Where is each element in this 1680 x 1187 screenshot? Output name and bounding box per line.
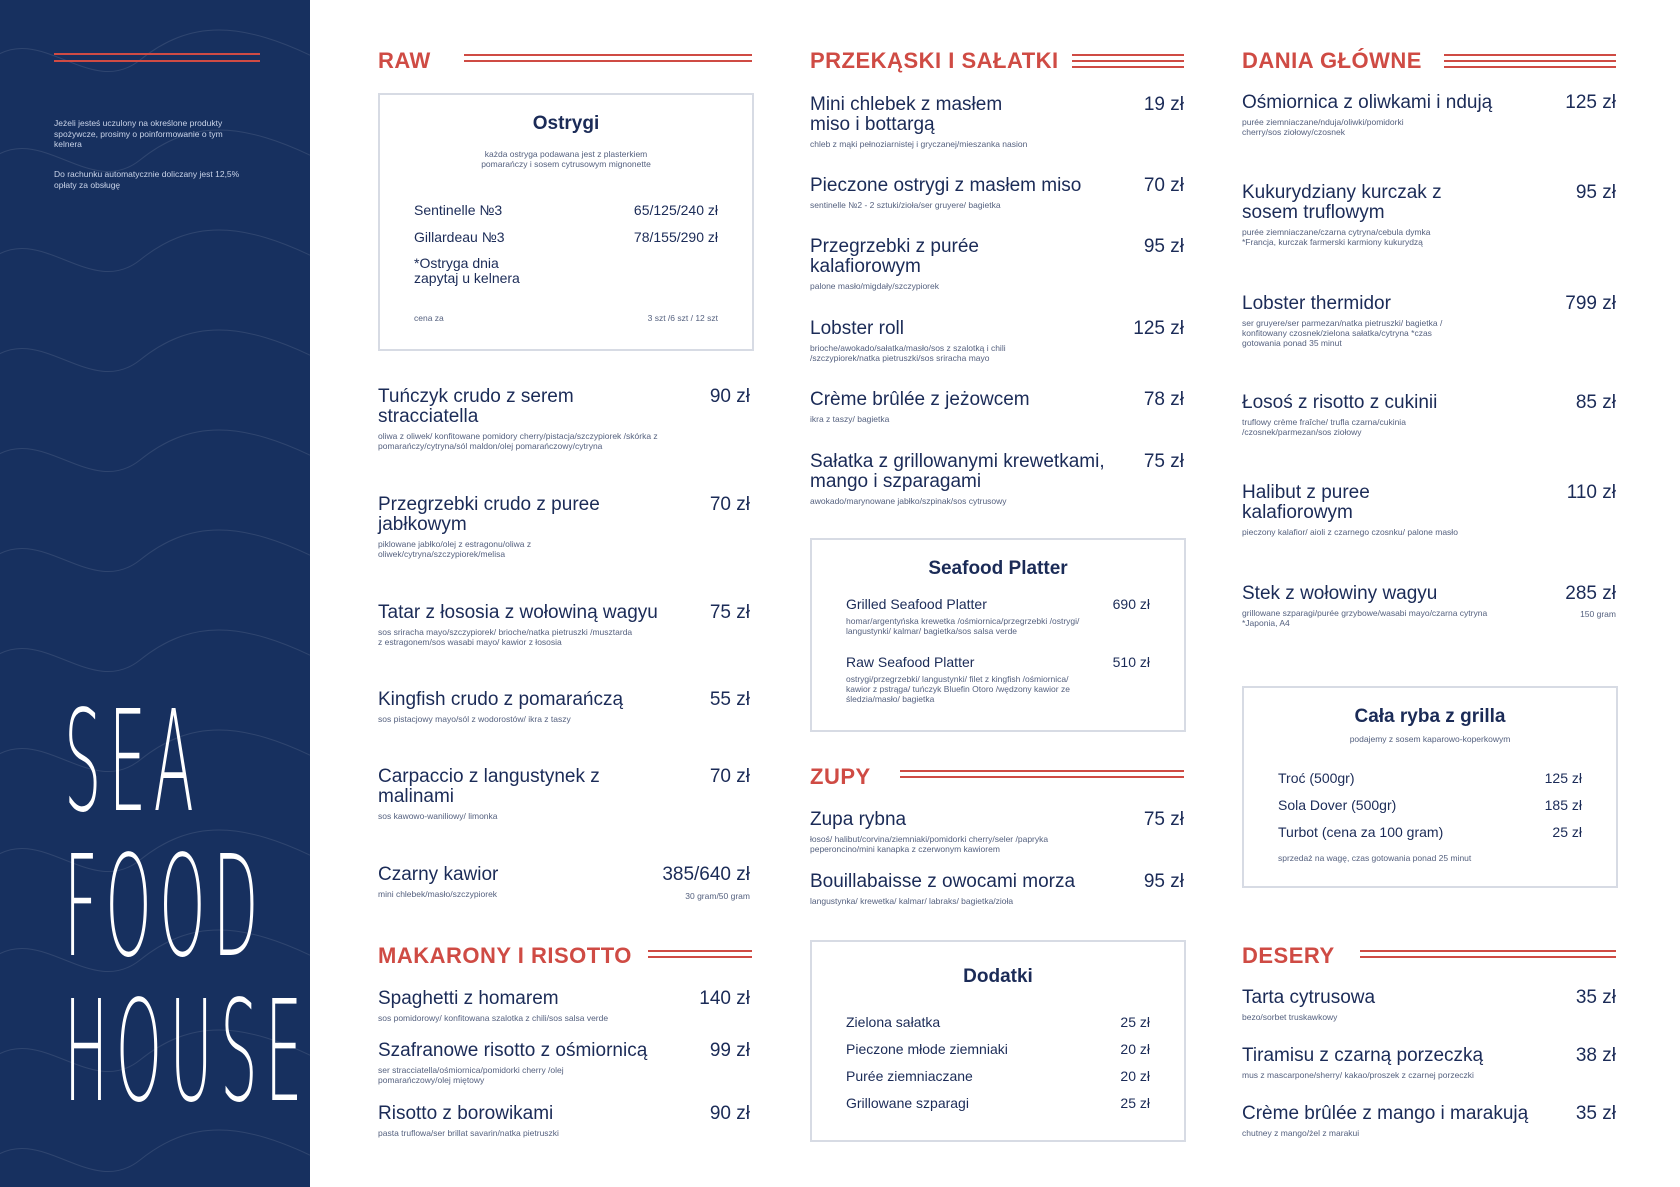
menu-item: Zupa rybna 75 zł łosoś/ halibut/corvina/ziemniaki/pomidorki cherry/seler /papryka peperoncino/mini kanapka z czerwonym kawiorem [810,809,1184,854]
section-rule [1360,950,1616,962]
side-row: Grillowane szparagi 25 zł [846,1095,1150,1111]
fish-note: podajemy z sosem kaparowo-koperkowym [1349,734,1511,744]
menu-item: Crème brûlée z jeżowcem 78 zł ikra z taszy/ bagietka [810,389,1184,424]
section-title-desserts: DESERY [1242,943,1335,968]
service-charge-note: Do rachunku automatycznie doliczany jest 12,5% opłaty za obsługę [54,169,240,190]
section-rule [1444,54,1616,72]
menu-item: Stek z wołowiny wagyu 285 zł grillowane szparagi/purée grzybowe/wasabi mayo/czarna cytryna *Japonia, A4 150 gram [1242,583,1616,628]
menu-item: Kukurydziany kurczak z sosem truflowym 95 zł purée ziemniaczane/czarna cytryna/cebula dymka *Francja, kurczak farmerski karmiony kukurydzą [1242,182,1616,247]
oyster-row: Sentinelle №3 65/125/240 zł [414,202,718,218]
section-title-mains: DANIA GŁÓWNE [1242,48,1422,73]
brand-line-food: FOOD [64,826,266,989]
menu-item: Halibut z puree kalafiorowym 110 zł pieczony kalafior/ aioli z czarnego czosnku/ palone masło [1242,482,1616,537]
item-portion: 150 gram [1580,609,1616,619]
side-row: Zielona sałatka 25 zł [846,1014,1150,1030]
menu-item: Mini chlebek z masłem miso i bottargą 19 zł chleb z mąki pełnoziarnistej i gryczanej/mieszanka nasion [810,94,1184,149]
oysters-price-label: cena za [414,313,444,323]
menu-item: Ośmiornica z oliwkami i ndują 125 zł purée ziemniaczane/nduja/oliwki/pomidorki cherry/sos ziołowy/czosnek [1242,92,1616,137]
oysters-quantities: 3 szt /6 szt / 12 szt [647,313,718,323]
menu-item: Tatar z łososia z wołowiną wagyu 75 zł sos sriracha mayo/szczypiorek/ brioche/natka pietruszki /musztarda z estragonem/sos wasabi mayo/ kawior z łososia [378,602,750,647]
platter-row: Raw Seafood Platter 510 zł ostrygi/przegrzebki/ langustynki/ filet z kingfish /ośmiornica/ kawior z pstrąga/ tuńczyk Bluefin Otoro /wędzony kawior ze śledzia/masło/ bagietka [846,654,1150,704]
fish-footer: sprzedaż na wagę, czas gotowania ponad 25 minut [1278,853,1472,863]
allergy-note: Jeżeli jesteś uczulony na określone produkty spożywcze, prosimy o poinformowanie o tym kelnera [54,118,223,149]
menu-item: Crème brûlée z mango i marakują 35 zł chutney z mango/żel z marakui [1242,1103,1616,1138]
section-rule [464,54,752,66]
side-row: Pieczone młode ziemniaki 20 zł [846,1041,1150,1057]
menu-item: Przegrzebki crudo z puree jabłkowym 70 zł piklowane jabłko/olej z estragonu/oliwa z oliwek/cytryna/szczypiorek/melisa [378,494,750,559]
menu-item: Lobster thermidor 799 zł ser gruyere/ser parmezan/natka pietruszki/ bagietka / konfitowany czosnek/zielona sałatka/cytryna *czas gotowania ponad 35 minut [1242,293,1616,348]
sidebar [0,0,310,1187]
menu-item: Risotto z borowikami 90 zł pasta truflowa/ser brillat savarin/natka pietruszki [378,1103,750,1138]
platter-title: Seafood Platter [928,558,1068,579]
fish-title: Cała ryba z grilla [1354,706,1506,727]
menu-item: Tiramisu z czarną porzeczką 38 zł mus z mascarpone/sherry/ kakao/proszek z czarnej porzeczki [1242,1045,1616,1080]
sides-box [810,940,1186,1142]
item-portion: 30 gram/50 gram [685,891,750,901]
fish-row: Sola Dover (500gr) 185 zł [1278,797,1582,813]
menu-item: Pieczone ostrygi z masłem miso 70 zł sentinelle №2 - 2 sztuki/zioła/ser gruyere/ bagietka [810,175,1184,210]
menu-item: Tuńczyk crudo z serem stracciatella 90 zł oliwa z oliwek/ konfitowane pomidory cherry/pistacja/szczypiorek /skórka z pomarańczy/cytryna/sól maldon/olej pomarańczowy/cytryna [378,386,750,451]
platter-row: Grilled Seafood Platter 690 zł homar/argentyńska krewetka /ośmiornica/przegrzebki /ostrygi/ langustynki/ kalmar/ bagietka/sos salsa verde [846,596,1150,636]
side-row: Purée ziemniaczane 20 zł [846,1068,1150,1084]
menu-item: Czarny kawior 385/640 zł mini chlebek/masło/szczypiorek 30 gram/50 gram [378,864,750,901]
oysters-title: Ostrygi [532,113,600,134]
oysters-box [378,93,754,351]
menu-item: Szafranowe risotto z ośmiornicą 99 zł ser stracciatella/ośmiornica/pomidorki cherry /olej pomarańczowy/olej miętowy [378,1040,750,1085]
section-rule [900,770,1184,782]
oyster-special: *Ostryga dnia zapytaj u kelnera [414,255,520,286]
section-title-raw: RAW [378,48,431,73]
menu-item: Spaghetti z homarem 140 zł sos pomidorowy/ konfitowana szalotka z chili/sos salsa verde [378,988,750,1023]
oyster-row: Gillardeau №3 78/155/290 zł [414,229,718,245]
whole-fish-box [1242,686,1618,888]
fish-row: Turbot (cena za 100 gram) 25 zł [1278,824,1582,840]
section-rule [1072,54,1184,72]
menu-item: Bouillabaisse z owocami morza 95 zł langustynka/ krewetka/ kalmar/ labraks/ bagietka/zioła [810,871,1184,906]
seafood-platter-box [810,538,1186,732]
oysters-note: każda ostryga podawana jest z plasterkiem pomarańczy i sosem cytrusowym mignonette [481,149,651,169]
menu-item: Tarta cytrusowa 35 zł bezo/sorbet truskawkowy [1242,987,1616,1022]
menu-item: Carpaccio z langustynek z malinami 70 zł sos kawowo-waniliowy/ limonka [378,766,750,821]
section-title-starters: PRZEKĄSKI I SAŁATKI [810,48,1059,73]
section-title-pasta: MAKARONY I RISOTTO [378,943,632,968]
section-title-soups: ZUPY [810,764,871,789]
menu-item: Kingfish crudo z pomarańczą 55 zł sos pistacjowy mayo/sól z wodorostów/ ikra z taszy [378,689,750,724]
sides-title: Dodatki [963,966,1033,987]
brand-line-sea: SEA [64,681,202,844]
fish-row: Troć (500gr) 125 zł [1278,770,1582,786]
menu-item: Przegrzebki z purée kalafiorowym 95 zł palone masło/migdały/szczypiorek [810,236,1184,291]
brand-line-house: HOUSE [64,971,310,1134]
section-rule [648,950,752,962]
sidebar-rule [54,53,260,67]
menu-item: Łosoś z risotto z cukinii 85 zł truflowy crème fraîche/ trufla czarna/cukinia /czosnek/parmezan/sos ziołowy [1242,392,1616,437]
menu-item: Sałatka z grillowanymi krewetkami, mango i szparagami 75 zł awokado/marynowane jabłko/szpinak/sos cytrusowy [810,451,1184,506]
menu-item: Lobster roll 125 zł brioche/awokado/sałatka/masło/sos z szalotką i chili /szczypiorek/natka pietruszki/sos sriracha mayo [810,318,1184,363]
